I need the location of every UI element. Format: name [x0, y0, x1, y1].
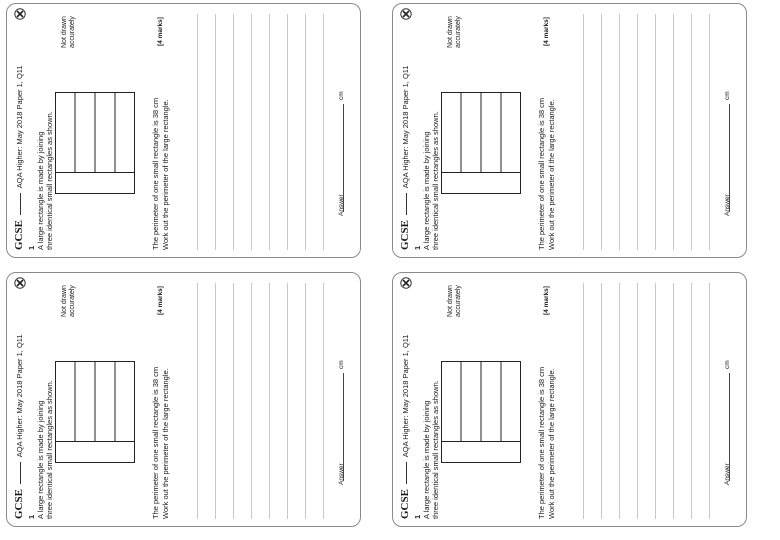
answer-label: Answer — [338, 194, 345, 216]
rectangles-diagram — [55, 361, 135, 463]
perimeter-line-2: Work out the perimeter of the large rectangle. — [161, 99, 170, 250]
intro-line-1: A large rectangle is made by joining — [422, 400, 431, 519]
worksheet-card-2 — [6, 272, 361, 527]
working-line — [619, 14, 620, 250]
working-line — [305, 14, 306, 250]
working-line — [601, 283, 602, 519]
header-line — [15, 65, 24, 250]
marks-label: [4 marks] — [157, 17, 164, 46]
header-rule — [406, 462, 407, 484]
dfm-logo-icon — [400, 277, 412, 289]
intro-line-1: A large rectangle is made by joining — [36, 131, 45, 250]
rectangles-diagram — [441, 92, 521, 194]
working-line — [197, 14, 198, 250]
brand-label: GCSE — [13, 220, 25, 250]
working-line — [323, 283, 324, 519]
working-line — [673, 14, 674, 250]
working-line — [197, 283, 198, 519]
question-number: 1 — [27, 245, 36, 250]
working-line — [215, 283, 216, 519]
intro-line-1: A large rectangle is made by joining — [422, 131, 431, 250]
not-drawn-note: Not drawn accurately — [447, 285, 462, 317]
intro-line-2: three identical small rectangles as shown. — [431, 111, 440, 250]
intro-line-2: three identical small rectangles as shown. — [45, 380, 54, 519]
working-line — [655, 283, 656, 519]
marks-label: [4 marks] — [157, 286, 164, 315]
marks-label: [4 marks] — [543, 286, 550, 315]
unit-label: cm — [724, 91, 731, 100]
header-line — [401, 334, 410, 519]
source-text: AQA Higher: May 2018 Paper 1, Q11 — [15, 65, 24, 189]
perimeter-line-1: The perimeter of one small rectangle is 38 cm — [151, 97, 160, 250]
marks-label: [4 marks] — [543, 17, 550, 46]
answer-input-line[interactable] — [729, 373, 730, 481]
unit-label: cm — [338, 91, 345, 100]
working-line — [233, 14, 234, 250]
perimeter-line-2: Work out the perimeter of the large rectangle. — [547, 99, 556, 250]
worksheet-card-4 — [392, 272, 747, 527]
working-line — [637, 14, 638, 250]
working-line — [709, 283, 710, 519]
working-line — [233, 283, 234, 519]
not-drawn-note: Not drawn accurately — [61, 285, 76, 317]
working-line — [251, 14, 252, 250]
working-line — [691, 14, 692, 250]
intro-line-2: three identical small rectangles as shown. — [431, 380, 440, 519]
perimeter-line-1: The perimeter of one small rectangle is 38 cm — [537, 97, 546, 250]
worksheet-card-1 — [6, 3, 361, 258]
answer-label: Answer — [338, 463, 345, 485]
header-rule — [20, 462, 21, 484]
intro-line-1: A large rectangle is made by joining — [36, 400, 45, 519]
working-line — [269, 14, 270, 250]
working-line — [323, 14, 324, 250]
header-rule — [20, 193, 21, 215]
brand-label: GCSE — [13, 489, 25, 519]
perimeter-line-2: Work out the perimeter of the large rectangle. — [547, 368, 556, 519]
source-text: AQA Higher: May 2018 Paper 1, Q11 — [401, 334, 410, 458]
rectangles-diagram — [55, 92, 135, 194]
working-line — [251, 283, 252, 519]
worksheet-card-3 — [392, 3, 747, 258]
answer-label: Answer — [724, 194, 731, 216]
unit-label: cm — [724, 360, 731, 369]
perimeter-line-1: The perimeter of one small rectangle is 38 cm — [537, 366, 546, 519]
not-drawn-note: Not drawn accurately — [61, 16, 76, 48]
working-line — [673, 283, 674, 519]
question-number: 1 — [413, 514, 422, 519]
rectangles-diagram — [441, 361, 521, 463]
header-line — [401, 65, 410, 250]
working-line — [637, 283, 638, 519]
working-line — [583, 283, 584, 519]
working-line — [287, 283, 288, 519]
intro-line-2: three identical small rectangles as shown. — [45, 111, 54, 250]
working-line — [601, 14, 602, 250]
answer-input-line[interactable] — [729, 104, 730, 212]
header-line — [15, 334, 24, 519]
working-line — [583, 14, 584, 250]
working-line — [691, 283, 692, 519]
perimeter-line-2: Work out the perimeter of the large rectangle. — [161, 368, 170, 519]
dfm-logo-icon — [14, 8, 26, 20]
working-line — [215, 14, 216, 250]
dfm-logo-icon — [14, 277, 26, 289]
question-number: 1 — [27, 514, 36, 519]
brand-label: GCSE — [399, 220, 411, 250]
working-line — [305, 283, 306, 519]
question-number: 1 — [413, 245, 422, 250]
header-rule — [406, 193, 407, 215]
source-text: AQA Higher: May 2018 Paper 1, Q11 — [401, 65, 410, 189]
answer-input-line[interactable] — [343, 104, 344, 212]
answer-input-line[interactable] — [343, 373, 344, 481]
brand-label: GCSE — [399, 489, 411, 519]
not-drawn-note: Not drawn accurately — [447, 16, 462, 48]
perimeter-line-1: The perimeter of one small rectangle is 38 cm — [151, 366, 160, 519]
unit-label: cm — [338, 360, 345, 369]
working-line — [269, 283, 270, 519]
working-line — [619, 283, 620, 519]
working-line — [709, 14, 710, 250]
answer-label: Answer — [724, 463, 731, 485]
working-line — [655, 14, 656, 250]
working-line — [287, 14, 288, 250]
source-text: AQA Higher: May 2018 Paper 1, Q11 — [15, 334, 24, 458]
dfm-logo-icon — [400, 8, 412, 20]
